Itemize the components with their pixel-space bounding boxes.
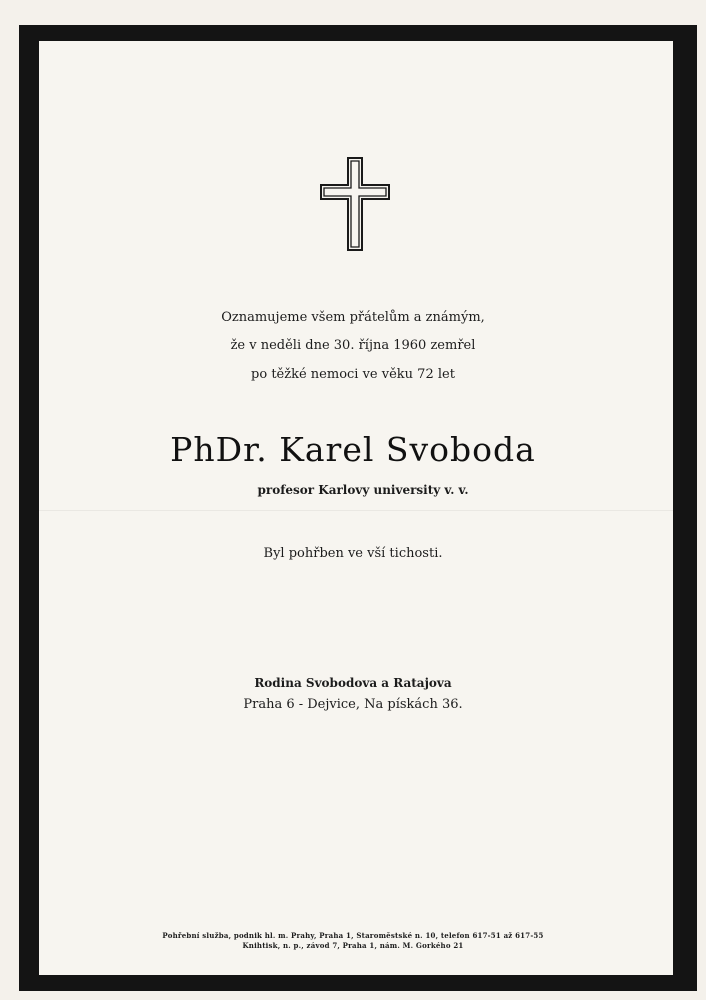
announcement-line-2: že v neděli dne 30. října 1960 zemřel [230, 338, 476, 353]
burial-note: Byl pohřben ve vší tichosti. [263, 546, 443, 561]
announcement-line-1: Oznamujeme všem přátelům a známým, [221, 310, 485, 325]
paper-fold-line [39, 510, 673, 511]
announcement-line-3: po těžké nemoci ve věku 72 let [251, 367, 455, 382]
footer-line-1: Pohřební služba, podnik hl. m. Prahy, Praha 1, Staroměstské n. 10, telefon 617-51 až 617-55 [162, 931, 544, 940]
deceased-title: profesor Karlovy university v. v. [257, 483, 469, 497]
family-name: Rodina Svobodova a Ratajova [254, 676, 452, 690]
deceased-name: PhDr. Karel Svoboda [170, 430, 536, 469]
footer-line-2: Knihtisk, n. p., závod 7, Praha 1, nám. M. Gorkého 21 [242, 941, 464, 950]
cross-icon [319, 156, 391, 252]
family-address: Praha 6 - Dejvice, Na pískách 36. [243, 697, 463, 712]
